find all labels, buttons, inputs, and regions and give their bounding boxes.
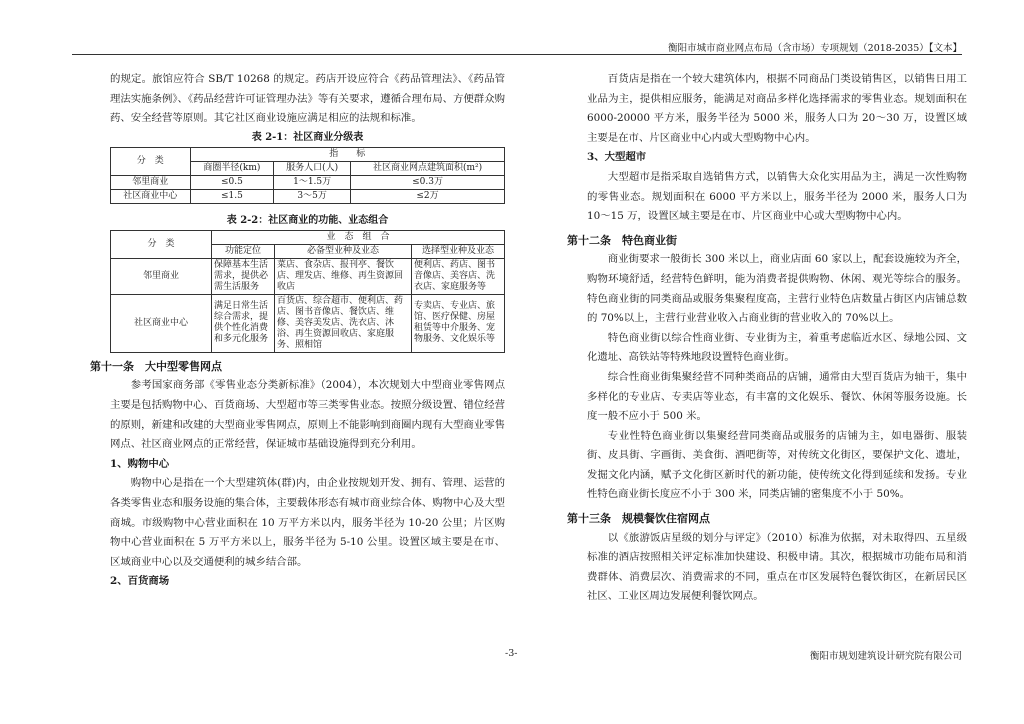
right-column [567, 70, 967, 607]
table-cell: ≤2万 [351, 189, 505, 203]
table-cell: 邻里商业 [111, 258, 212, 294]
header-cell: 服务人口(人) [274, 161, 351, 175]
table-cell: ≤1.5 [190, 189, 274, 203]
section-heading: 2、百货商场 [110, 575, 170, 588]
section-heading: 3、大型超市 [587, 151, 647, 164]
table-row [111, 294, 505, 352]
header-cell: 商圈半径(km) [190, 161, 274, 175]
header-cell: 功能定位 [212, 244, 275, 258]
header-cell: 分 类 [111, 147, 191, 175]
header-cell: 必备型业种及业态 [275, 244, 412, 258]
community-commerce-function-table [110, 230, 505, 353]
paragraph: 参考国家商务部《零售业态分类新标准》（2004），本次规划大中型商业零售网点主要是包括购物中心、百货商场、大型超市等三类零售业态。按照分级设置、错位经营的原则，新建和改建的大型商业零售网点，原则上不能影响到商圈内现有大型商业零售网点、社区商业网点的正常经营，保证城市基础设施得到充分利用。 [110, 379, 505, 451]
table-cell: 百货店、综合超市、便利店、药店、图书音像店、餐饮店、维修、美容美发店、洗衣店、沐浴、再生资源回收店、家庭服务、照相馆 [275, 294, 412, 352]
table-row [111, 175, 505, 189]
paragraph: 商业街要求一般街长 300 米以上，商业店面 60 家以上，配套设施较为齐全，购物环境舒适，经营特色鲜明，能为消费者提供购物、休闲、观光等综合的服务。特色商业街的同类商品或服务集聚程度高，主营行业特色店数量占街区内店铺总数的 70%以上，主营行业营业收入占商业街的营业收入的 70%以上。 [587, 253, 967, 325]
table-cell: 保障基本生活需求，提供必需生活服务 [212, 258, 275, 294]
table-row [111, 189, 505, 203]
table-cell: 菜店、食杂店、报刊亭、餐饮店、理发店、维修、再生资源回收店 [275, 258, 412, 294]
paragraph: 以《旅游饭店星级的划分与评定》（2010）标准为依据，对未取得四、五星级标准的酒店按照相关评定标准加快建设、积极申请。其次，根据城市功能布局和消费群体、消费层次、消费需求的不同，重点在市区发展特色餐饮街区，在新居民区社区、工业区周边发展便利餐饮网点。 [587, 531, 967, 603]
paragraph: 的规定。旅馆应符合 SB/T 10268 的规定。药店开设应符合《药品管理法》、《药品管理法实施条例》、《药品经营许可证管理办法》等有关要求，遵循合理布局、方便群众购药、安全经营等原则。其它社区商业设施应满足相应的法规和标准。 [110, 73, 505, 125]
paragraph: 专业性特色商业街以集聚经营同类商品或服务的店铺为主，如电器街、服装街、皮具街、字画街、美食街、酒吧街等，对传统文化街区，要保护文化、遗址，发掘文化内涵，赋予文化街区新时代的新功能，使传统文化得到延续和发扬。专业性特色商业街长度应不小于 300 米，同类店铺的密集度不小于 50%。 [587, 429, 967, 501]
table-cell: 专卖店、专业店、旅馆、医疗保健、房屋租赁等中介服务、宠物服务、文化娱乐等 [412, 294, 505, 352]
paragraph: 百货店是指在一个较大建筑体内，根据不同商品门类设销售区，以销售日用工业品为主，提供相应服务，能满足对商品多样化选择需求的零售业态。规划面积在 6000-20000 平方米，服务半径为 5000 米，服务人口为 20～30 万，设置区域主要是在市、片区商业中心内或大型购物中心内。 [587, 73, 967, 144]
table-cell: ≤0.3万 [351, 175, 505, 189]
header-cell: 社区商业网点建筑面积(m²) [351, 161, 505, 175]
left-column [90, 70, 505, 592]
footer-company: 衡阳市规划建筑设计研究院有限公司 [809, 651, 962, 662]
table-title: 表 2-1：社区商业分级表 [251, 131, 364, 143]
section-heading: 1、购物中心 [110, 457, 170, 470]
community-commerce-grade-table [110, 147, 505, 204]
table-cell: 满足日常生活综合需求，提供个性化消费和多元化服务 [212, 294, 275, 352]
page-header [72, 40, 962, 55]
header-cell: 指 标 [190, 147, 504, 161]
table-cell: 便利店、药店、图书音像店、美容店、洗衣店、家庭服务等 [412, 258, 505, 294]
table-cell: ≤0.5 [190, 175, 274, 189]
table-cell: 1～1.5万 [274, 175, 351, 189]
article-heading: 第十三条 规模餐饮住宿网点 [567, 512, 710, 526]
paragraph: 综合性商业街集聚经营不同种类商品的店铺，通常由大型百货店为轴干，集中多样化的专业店、专卖店等业态，有丰富的文化娱乐、餐饮、休闲等服务设施。长度一般不应小于 500 米。 [587, 370, 967, 423]
article-heading: 第十二条 特色商业街 [567, 233, 677, 247]
header-cell: 分 类 [111, 230, 212, 258]
paragraph: 大型超市是指采取自选销售方式，以销售大众化实用品为主，满足一次性购物的零售业态。规划面积在 6000 平方米以上，服务半径为 2000 米，服务人口为 10～15 万，设置区域主要是在市、片区商业中心或大型购物中心内。 [587, 170, 967, 223]
table-cell: 社区商业中心 [111, 294, 212, 352]
header-title: 衡阳市城市商业网点布局（含市场）专项规划（2018-2035）【文本】 [668, 43, 962, 54]
paragraph: 购物中心是指在一个大型建筑体(群)内，由企业按规划开发、拥有、管理、运营的各类零售业态和服务设施的集合体，主要载体形态有城市商业综合体、购物中心及大型商城。市级购物中心营业面积在 10 万平方米以内，服务半径为 10-20 公里；片区购物中心营业面积在 5 万平方米以上，服务半径为 5-10 公里。设置区域主要是在市、区域商业中心以及交通便利的城乡结合部。 [110, 477, 505, 568]
table-cell: 3～5万 [274, 189, 351, 203]
table-title: 表 2-2：社区商业的功能、业态组合 [226, 214, 389, 226]
table-row [111, 258, 505, 294]
table-cell: 社区商业中心 [111, 189, 191, 203]
table-cell: 邻里商业 [111, 175, 191, 189]
header-cell: 选择型业种及业态 [412, 244, 505, 258]
page-number: -3- [505, 648, 518, 659]
header-cell: 业 态 组 合 [212, 230, 505, 244]
paragraph: 特色商业街以综合性商业街、专业街为主，着重考虑临近水区、绿地公园、文化遗址、高铁站等特殊地段设置特色商业街。 [587, 331, 967, 364]
article-heading: 第十一条 大中型零售网点 [90, 359, 222, 373]
